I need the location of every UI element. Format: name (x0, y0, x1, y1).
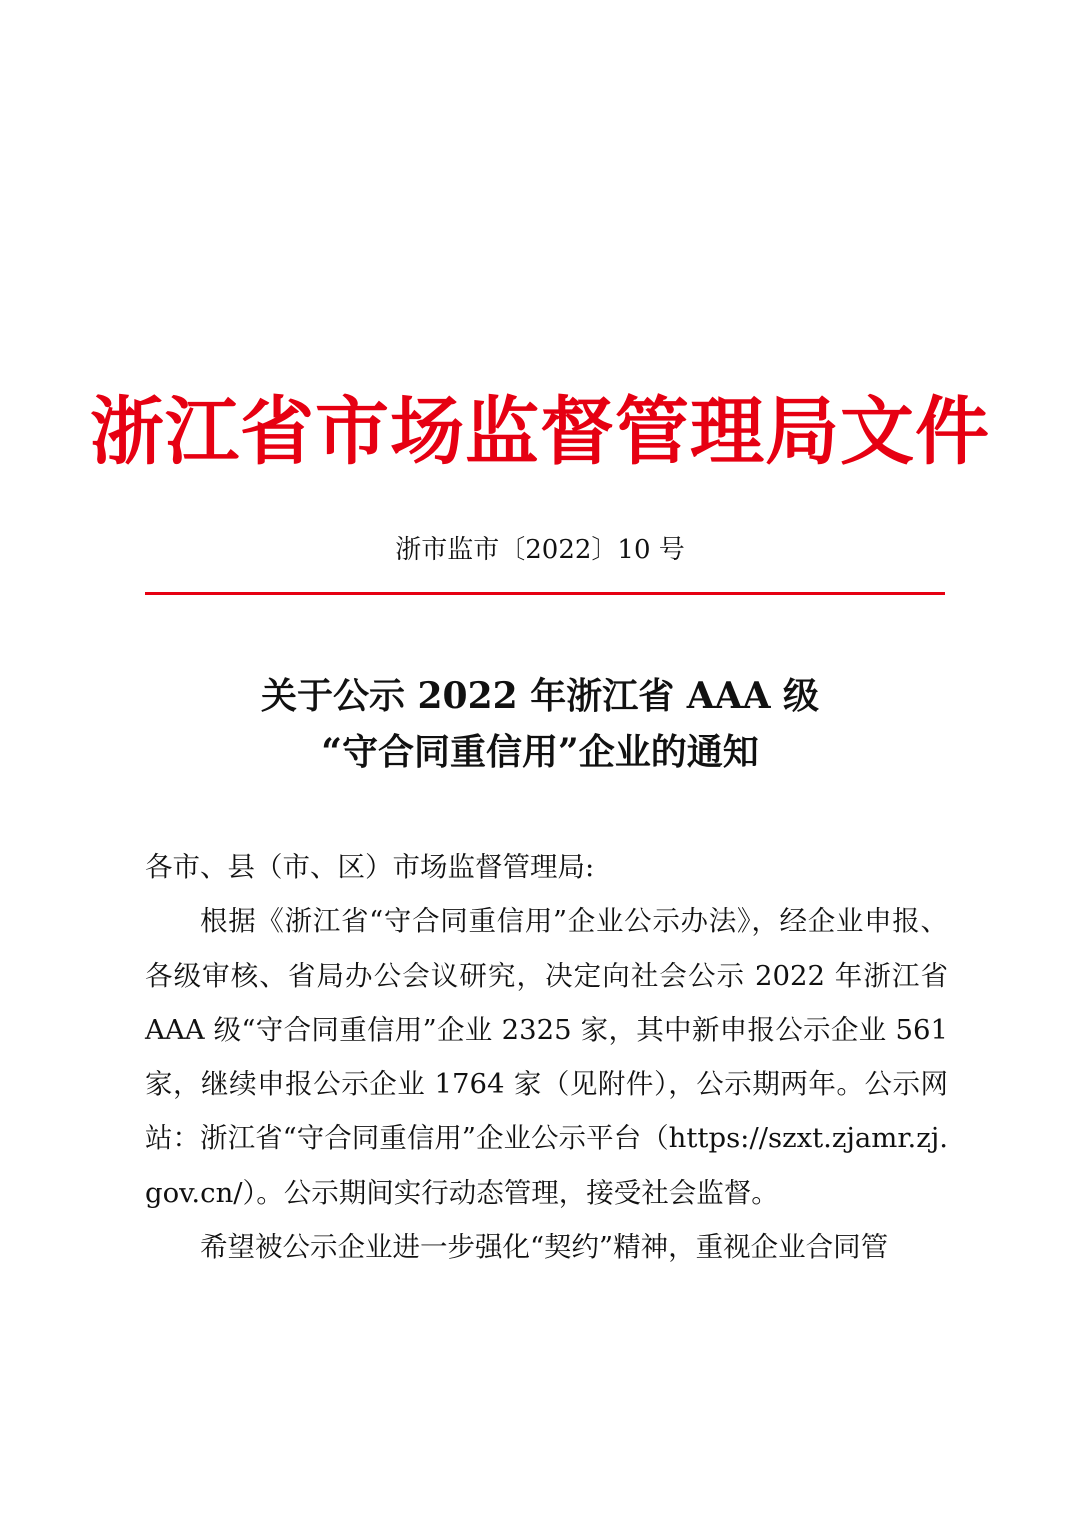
body-paragraph-2: 希望被公示企业进一步强化“契约”精神，重视企业合同管 (200, 1231, 889, 1264)
body-paragraph-1: 根据《浙江省“守合同重信用”企业公示办法》，经企业申报、各级审核、省局办公会议研究，决定向社会公示 2022 年浙江省 AAA 级“守合同重信用”企业 2325 家，其中新申报公示企业 561 家，继续申报公示企业 1764 家（见附件），公示期两年。公示网站：浙江省“守合同重信用”企业公示平台（https://szxt.zjamr.zj.gov.cn/）。公示期间实行动态管理，接受社会监督。 (145, 905, 948, 1209)
title-line-1: 关于公示 2022 年浙江省 AAA 级 (260, 675, 820, 717)
document-title (90, 668, 990, 780)
red-divider-line (145, 592, 945, 595)
salutation: 各市、县（市、区）市场监督管理局: (145, 851, 595, 883)
document-number: 浙市监市〔2022〕10 号 (395, 535, 685, 565)
document-body (145, 840, 948, 1274)
title-line-2: “守合同重信用”企业的通知 (321, 731, 759, 773)
issuer-masthead: 浙江省市场监督管理局文件 (90, 389, 990, 475)
